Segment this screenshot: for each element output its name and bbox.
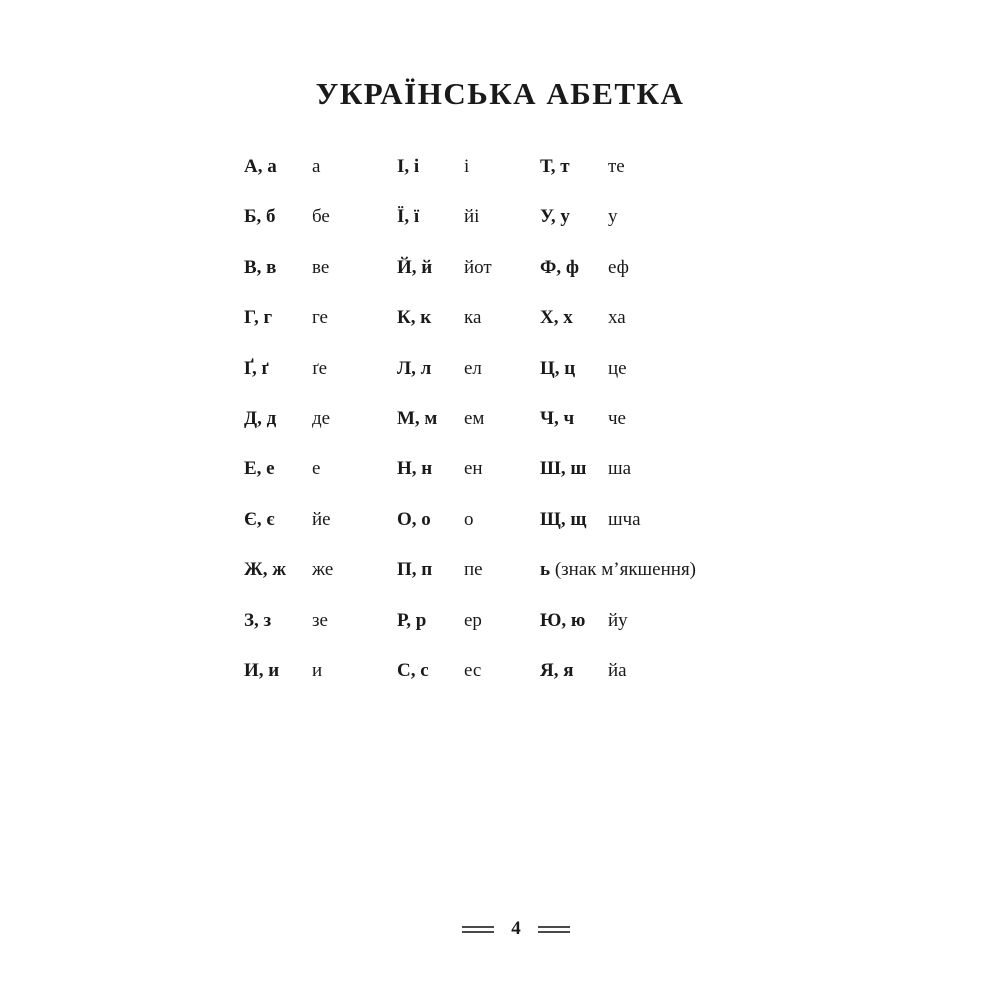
letter-pair: Є, є (244, 508, 275, 530)
page-footer (0, 914, 1000, 944)
letter-pair: Ґ, ґ (244, 357, 269, 379)
letter-name: ша (608, 458, 632, 480)
letter-pair: У, у (540, 206, 570, 228)
letter-pair: Е, е (244, 458, 275, 480)
letter-name: ел (464, 357, 482, 379)
letter-entry (540, 652, 696, 702)
letter-pair: Ж, ж (244, 559, 287, 581)
letter-pair: Г, г (244, 307, 273, 329)
letter-pair: О, о (397, 508, 431, 530)
letter-pair: Ч, ч (540, 407, 575, 429)
letter-pair: Ф, ф (540, 256, 579, 278)
letter-name: ка (464, 307, 482, 329)
letter-pair: Л, л (397, 357, 432, 379)
letter-name: ґе (312, 357, 328, 379)
letter-entry (540, 148, 696, 198)
letter-pair: П, п (397, 559, 433, 581)
alphabet-column-3 (540, 148, 696, 702)
letter-pair: И, и (244, 659, 280, 681)
letter-pair: Ц, ц (540, 357, 576, 379)
letter-name: пе (464, 559, 483, 581)
letter-name: і (464, 156, 470, 177)
letter-pair: Х, х (540, 307, 573, 329)
letter-entry (540, 198, 696, 248)
letter-pair: Ю, ю (540, 609, 586, 631)
letter-pair: Н, н (397, 458, 433, 480)
letter-name: йе (312, 508, 331, 530)
footer-ornament-left (462, 926, 494, 934)
letter-name: а (312, 156, 321, 177)
letter-entry (540, 602, 696, 652)
letter-name: йот (464, 256, 492, 278)
letter-entry-soft-sign (540, 551, 696, 601)
letter-name: че (608, 407, 626, 429)
letter-pair: І, і (397, 156, 420, 177)
letter-pair: ь (540, 559, 551, 581)
letter-name: шча (608, 508, 641, 530)
letter-pair: Д, д (244, 407, 277, 429)
letter-pair: М, м (397, 407, 438, 429)
letter-entry (540, 350, 696, 400)
letter-name: еф (608, 256, 629, 278)
letter-name: же (312, 559, 334, 581)
letter-pair: С, с (397, 659, 429, 681)
letter-name: бе (312, 206, 330, 228)
letter-pair: Б, б (244, 206, 276, 228)
letter-name: йа (608, 659, 627, 681)
letter-name: ем (464, 407, 485, 429)
letter-pair: К, к (397, 307, 432, 329)
letter-name: йу (608, 609, 628, 631)
letter-name: ге (312, 307, 328, 329)
letter-name: де (312, 407, 331, 429)
letter-name: ен (464, 458, 483, 480)
letter-entry (540, 501, 696, 551)
letter-pair: З, з (244, 609, 272, 631)
letter-name: и (312, 659, 323, 681)
letter-name: ер (464, 609, 482, 631)
letter-name: ве (312, 256, 330, 278)
letter-pair: Ш, ш (540, 458, 587, 480)
letter-pair: В, в (244, 256, 277, 278)
letter-name: о (464, 508, 474, 530)
letter-name: це (608, 357, 627, 379)
page-number: 4 (511, 918, 521, 939)
letter-name: те (608, 156, 625, 177)
letter-name: йі (464, 206, 480, 228)
letter-pair: Т, т (540, 156, 570, 177)
letter-name: (знак м’якшення) (554, 559, 697, 581)
page-title: УКРАЇНСЬКА АБЕТКА (315, 76, 685, 111)
letter-entry (540, 400, 696, 450)
letter-pair: Ї, ї (397, 206, 420, 228)
letter-entry (540, 299, 696, 349)
footer-ornament-right (538, 926, 570, 934)
letter-entry (540, 450, 696, 500)
letter-pair: Й, й (397, 256, 433, 278)
letter-name: ес (464, 659, 482, 681)
letter-pair: А, а (244, 156, 277, 177)
letter-entry (540, 249, 696, 299)
letter-name: зе (312, 609, 328, 631)
letter-pair: Я, я (540, 659, 574, 681)
letter-pair: Р, р (397, 609, 427, 631)
letter-name: е (312, 458, 321, 480)
letter-name: ха (608, 307, 626, 329)
letter-name: у (608, 206, 618, 228)
letter-pair: Щ, щ (540, 508, 587, 530)
